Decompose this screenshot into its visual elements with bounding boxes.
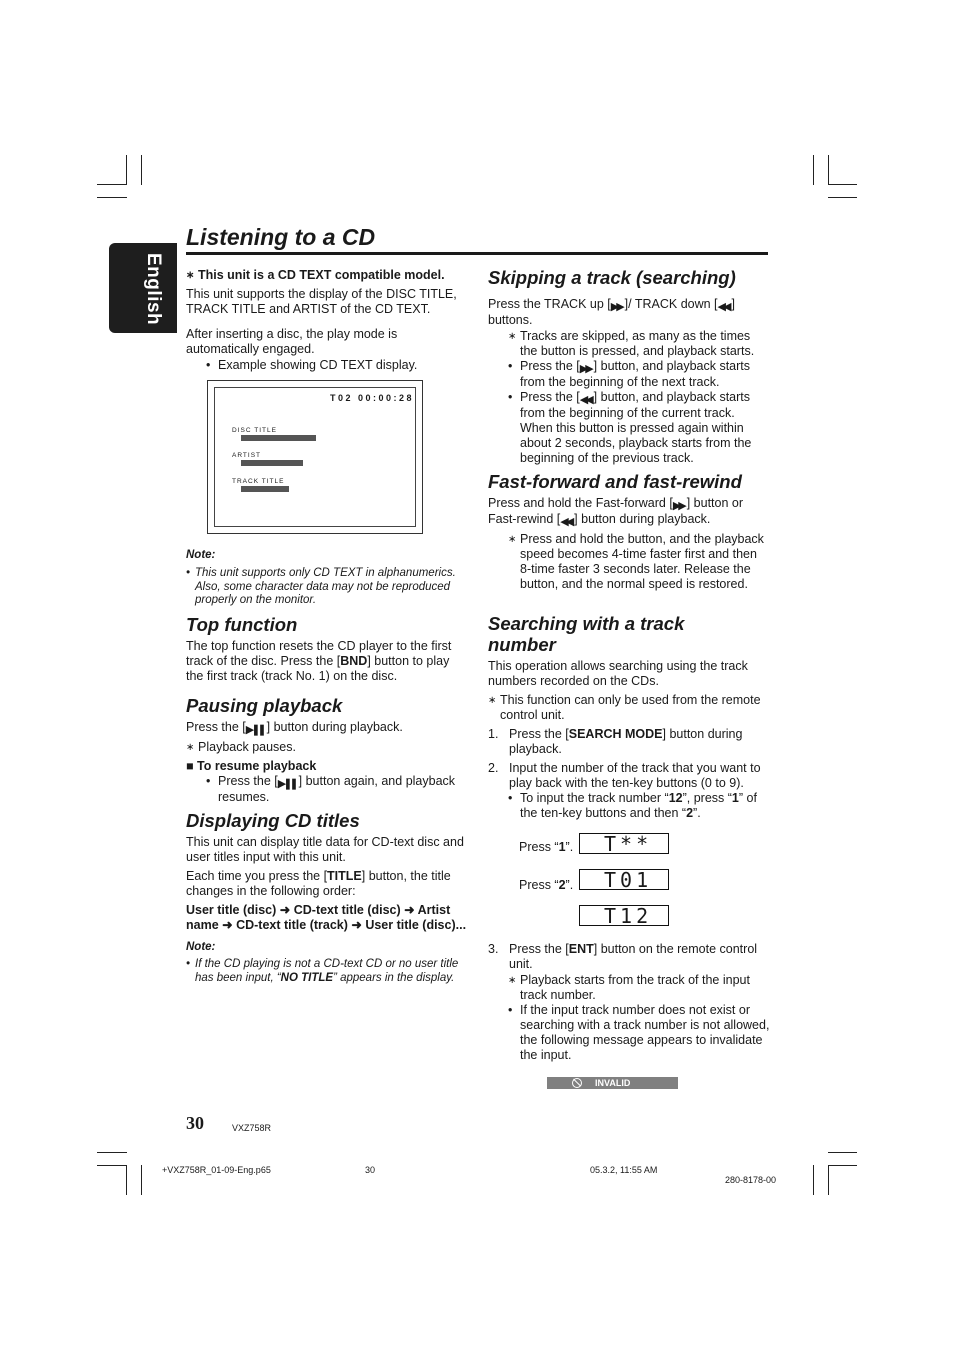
lcd-track-entry: T** [579,833,669,854]
footer-page: 30 [365,1165,376,1175]
title-order: User title (disc) ➜ CD-text title (disc) ➜ Artist name ➜ CD-text title (track) ➜ User title (disc)... [186,903,467,932]
crop-mark [828,197,857,198]
search-heading: Searching with a track number [488,613,685,655]
skipping-heading: Skipping a track (searching) [488,267,736,288]
footer-file: +VXZ758R_01-09-Eng.p65 [162,1165,271,1175]
title-rule [186,252,768,255]
play-pause-icon: ▶❚❚ [245,724,264,736]
track-down-icon: ◀◀ [579,394,591,406]
crop-mark [828,1152,857,1153]
track-title-label: TRACK TITLE [232,478,285,485]
crop-mark [813,1165,814,1195]
note-cd-text: Note: • This unit supports only CD TEXT in alphanumerics. Also, some character data may not be reproduced properly on the monitor. [186,548,471,608]
intro-paragraph: After inserting a disc, the play mode is automatically engaged. [186,327,398,356]
crop-mark [141,1165,142,1195]
lcd-track-entry: T01 [579,869,669,890]
example-caption: Example showing CD TEXT display. [218,358,418,372]
pausing-section: Press the [▶❚❚ ] button during playback. ∗ Playback pauses. ■ To resume playback • Press the [▶❚❚ ] button again, and playback resumes. [186,720,456,804]
crop-mark [828,155,829,185]
square-bullet-icon: ■ [186,759,198,773]
track-up-icon: ▶▶ [579,363,591,375]
note-text: This unit supports only CD TEXT in alphanumerics. Also, some character data may not be reproduced properly on the monitor. [195,567,456,606]
skipping-section: Press the TRACK up [▶▶ ]/ TRACK down [◀◀ ] buttons. ∗ Tracks are skipped, as many as the times the button is pressed, and playback starts. • Press the [▶▶ ] button, and playback starts from the beginning of the next track. • Press the [◀◀ ] button, and playback starts from the beginning of the current track. When this button is pressed again within about 2 seconds, playback starts from the beginning of the previous track. [488,297,755,465]
pausing-heading: Pausing playback [186,695,343,716]
track-down-icon: ◀◀ [717,301,729,313]
crop-mark [141,155,142,185]
crop-mark [828,1165,829,1195]
invalid-message: INVALID [547,1077,678,1089]
crop-mark [97,197,127,198]
page-number: 30 [186,1113,204,1133]
fast-rewind-icon: ◀◀ [560,516,572,528]
search-step-3: 3. Press the [ENT] button on the remote control unit. ∗ Playback starts from the track of the input track number. • If the input track number does not exist or searching with a track number is not allowed, the following message appears to invalidate the input. [488,942,770,1062]
footer-code: 280-8178-00 [725,1175,777,1185]
note-heading: Note: [186,549,216,561]
fast-forward-icon: ▶▶ [672,500,684,512]
compat-note: This unit is a CD TEXT compatible model. [198,268,445,282]
cd-titles-heading: Displaying CD titles [186,810,360,831]
crop-mark [828,1165,857,1166]
track-up-icon: ▶▶ [610,301,622,313]
cd-titles-section: This unit can display title data for CD-text disc and user titles input with this unit. Each time you press the [TITLE] button, the title changes in the following order: User title (disc) ➜ CD-text title (disc) ➜ Artist name ➜ CD-text title (track) ➜ User title (disc)... Note: • If the CD playing is not a CD-text CD or no user title has been input, “NO TITLE” appears in the display. [186,835,467,984]
ffrew-section: Press and hold the Fast-forward [▶▶ ] button or Fast-rewind [◀◀ ] button during playback. ∗ Press and hold the button, and the playback speed becomes 4-time faster first and then 8-time faster 3 seconds later. Release the button, and the normal speed is restored. [488,496,764,591]
disc-title-label: DISC TITLE [232,427,277,434]
press-1-caption: Press “1”. [519,840,574,854]
model-number: VXZ758R [232,1123,272,1133]
crop-mark [126,155,127,185]
press-2-caption: Press “2”. [519,878,574,892]
crop-mark [813,155,814,185]
artist-bar [241,460,303,466]
ffrew-heading: Fast-forward and fast-rewind [488,471,742,492]
language-label: English [143,253,164,326]
crop-mark [97,1165,127,1166]
crop-mark [828,184,857,185]
crop-mark [97,1152,127,1153]
track-title-bar [241,486,289,492]
crop-mark [97,184,127,185]
intro-section: ∗ This unit is a CD TEXT compatible model. This unit supports the display of the DISC TITLE, TRACK TITLE and ARTIST of the CD TEXT. After inserting a disc, the play mode is automatically engaged. • Example showing CD TEXT display. [186,268,468,373]
crop-mark [126,1165,127,1195]
lcd-track-entry: T12 [579,905,669,926]
time-readout: T02 00:00:28 [330,393,415,403]
top-function-text: The top function resets the CD player to the first track of the disc. Press the [BND] button to play the first track (track No. 1) on the disc. [186,639,452,683]
play-pause-icon: ▶❚❚ [277,778,296,790]
top-function-heading: Top function [186,614,298,635]
intro-paragraph: This unit supports the display of the DISC TITLE, TRACK TITLE and ARTIST of the CD TEXT. [186,287,457,316]
language-tab [109,243,177,333]
artist-label: ARTIST [232,452,261,459]
page-title: Listening to a CD [186,224,376,250]
cd-text-display-example [207,380,423,534]
footer-date: 05.3.2, 11:55 AM [590,1165,658,1175]
disc-title-bar [241,435,316,441]
search-section: This operation allows searching using the track numbers recorded on the CDs. ∗ This function can only be used from the remote control unit. 1. Press the [SEARCH MODE] button during playback. 2. Input the number of the track that you want to play back with the ten-key buttons (0 to 9). • To input the track number “12”, press “1” of the ten-key buttons and then “2”. [488,659,761,820]
